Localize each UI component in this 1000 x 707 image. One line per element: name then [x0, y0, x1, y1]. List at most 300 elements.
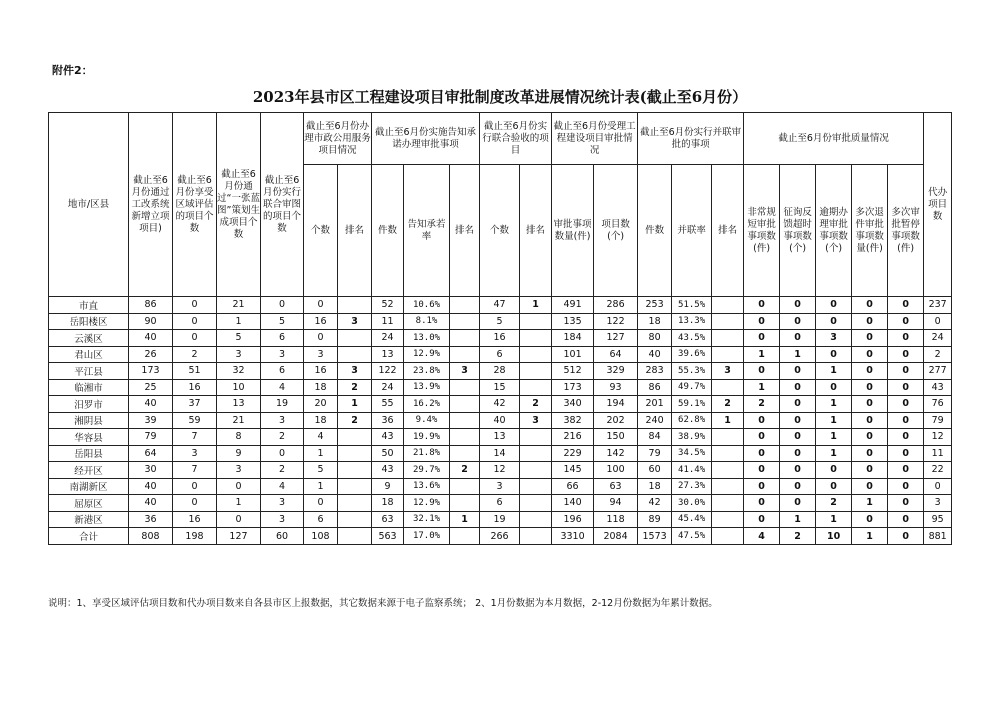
table-row	[49, 346, 952, 363]
cell-m-rank: 3	[338, 363, 372, 380]
cell-p-items: 240	[638, 412, 672, 429]
cell-a-rank	[520, 346, 552, 363]
table-total-row	[49, 528, 952, 545]
cell-a-count: 42	[480, 396, 520, 413]
cell-n-items: 36	[372, 412, 404, 429]
table-row	[49, 511, 952, 528]
cell-n-items: 63	[372, 511, 404, 528]
cell-n-items: 43	[372, 429, 404, 446]
cell-p-items: 253	[638, 297, 672, 314]
cell-a-rank: 3	[520, 412, 552, 429]
cell-q1: 2	[744, 396, 780, 413]
cell-p-rank: 1	[712, 412, 744, 429]
cell-m-rank: 3	[338, 313, 372, 330]
cell-r-items: 173	[552, 379, 594, 396]
cell-q5: 0	[888, 528, 924, 545]
cell-c1: 39	[129, 412, 173, 429]
cell-c2: 2	[173, 346, 217, 363]
cell-q2: 0	[780, 445, 816, 462]
cell-a-count: 5	[480, 313, 520, 330]
cell-a-count: 6	[480, 495, 520, 512]
cell-q1: 0	[744, 478, 780, 495]
cell-c2: 0	[173, 297, 217, 314]
table-row	[49, 396, 952, 413]
cell-q3: 1	[816, 445, 852, 462]
header-parallel-rank: 排名	[712, 165, 744, 297]
cell-n-items: 24	[372, 330, 404, 347]
cell-a-count: 47	[480, 297, 520, 314]
cell-a-count: 6	[480, 346, 520, 363]
cell-district: 云溪区	[49, 330, 129, 347]
cell-r-items: 216	[552, 429, 594, 446]
cell-q1: 0	[744, 462, 780, 479]
cell-q4: 1	[852, 495, 888, 512]
cell-c4: 60	[261, 528, 304, 545]
cell-c4: 3	[261, 346, 304, 363]
cell-n-rate: 21.8%	[404, 445, 450, 462]
cell-n-rank	[450, 495, 480, 512]
cell-q1: 0	[744, 330, 780, 347]
cell-q4: 0	[852, 462, 888, 479]
cell-q3: 1	[816, 429, 852, 446]
cell-c2: 0	[173, 313, 217, 330]
cell-q4: 0	[852, 313, 888, 330]
cell-c4: 0	[261, 297, 304, 314]
cell-c2: 7	[173, 429, 217, 446]
cell-n-rank	[450, 346, 480, 363]
cell-n-rate: 12.9%	[404, 346, 450, 363]
cell-agency: 881	[924, 528, 952, 545]
cell-p-items: 1573	[638, 528, 672, 545]
cell-n-rank: 2	[450, 462, 480, 479]
cell-c1: 40	[129, 495, 173, 512]
cell-q5: 0	[888, 445, 924, 462]
cell-p-rate: 51.5%	[672, 297, 712, 314]
cell-c2: 0	[173, 495, 217, 512]
cell-q3: 10	[816, 528, 852, 545]
cell-q5: 0	[888, 412, 924, 429]
cell-q5: 0	[888, 346, 924, 363]
cell-q2: 2	[780, 528, 816, 545]
cell-c3: 5	[217, 330, 261, 347]
cell-m-rank	[338, 346, 372, 363]
cell-a-rank	[520, 462, 552, 479]
cell-n-rank	[450, 445, 480, 462]
cell-c3: 3	[217, 346, 261, 363]
cell-p-rate: 34.5%	[672, 445, 712, 462]
cell-r-items: 382	[552, 412, 594, 429]
cell-n-items: 55	[372, 396, 404, 413]
header-q-returned: 多次退件审批事项数量(件)	[852, 165, 888, 297]
cell-agency: 2	[924, 346, 952, 363]
cell-p-rank	[712, 297, 744, 314]
cell-n-rate: 32.1%	[404, 511, 450, 528]
cell-q2: 0	[780, 379, 816, 396]
cell-r-items: 512	[552, 363, 594, 380]
cell-n-rank	[450, 396, 480, 413]
cell-q1: 0	[744, 495, 780, 512]
cell-district: 君山区	[49, 346, 129, 363]
cell-r-items: 196	[552, 511, 594, 528]
cell-c1: 26	[129, 346, 173, 363]
cell-m-rank: 2	[338, 412, 372, 429]
cell-r-projects: 202	[594, 412, 638, 429]
cell-p-rate: 41.4%	[672, 462, 712, 479]
cell-q4: 0	[852, 363, 888, 380]
cell-m-count: 0	[304, 330, 338, 347]
cell-q2: 0	[780, 330, 816, 347]
header-accepted-group: 截止至6月份受理工程建设项目审批情况	[552, 113, 638, 165]
header-project-count: 项目数(个)	[594, 165, 638, 297]
cell-c3: 13	[217, 396, 261, 413]
cell-n-rate: 12.9%	[404, 495, 450, 512]
cell-q3: 1	[816, 396, 852, 413]
cell-c4: 2	[261, 462, 304, 479]
table-row	[49, 412, 952, 429]
cell-p-items: 79	[638, 445, 672, 462]
cell-agency: 0	[924, 313, 952, 330]
page-title: 2023年县市区工程建设项目审批制度改革进展情况统计表(截止至6月份）	[252, 88, 748, 106]
cell-p-rank	[712, 346, 744, 363]
cell-a-count: 12	[480, 462, 520, 479]
cell-q2: 0	[780, 297, 816, 314]
statistics-table	[48, 112, 952, 545]
cell-q3: 1	[816, 412, 852, 429]
cell-q1: 4	[744, 528, 780, 545]
cell-agency: 11	[924, 445, 952, 462]
cell-q3: 1	[816, 511, 852, 528]
cell-p-items: 42	[638, 495, 672, 512]
cell-q2: 0	[780, 429, 816, 446]
cell-q3: 1	[816, 363, 852, 380]
cell-m-count: 18	[304, 412, 338, 429]
cell-n-rate: 23.8%	[404, 363, 450, 380]
cell-m-count: 0	[304, 495, 338, 512]
cell-n-rank: 3	[450, 363, 480, 380]
cell-r-items: 229	[552, 445, 594, 462]
cell-n-items: 563	[372, 528, 404, 545]
header-municipal-count: 个数	[304, 165, 338, 297]
cell-q4: 1	[852, 528, 888, 545]
cell-a-rank	[520, 429, 552, 446]
cell-r-items: 135	[552, 313, 594, 330]
cell-q1: 0	[744, 412, 780, 429]
attachment-label: 附件2：	[52, 64, 93, 77]
cell-m-count: 20	[304, 396, 338, 413]
header-acceptance-group: 截止至6月份实行联合验收的项目	[480, 113, 552, 165]
cell-p-rank: 3	[712, 363, 744, 380]
cell-n-rate: 10.6%	[404, 297, 450, 314]
table-row	[49, 429, 952, 446]
cell-m-rank	[338, 462, 372, 479]
cell-n-rank	[450, 297, 480, 314]
cell-q1: 0	[744, 511, 780, 528]
cell-r-projects: 127	[594, 330, 638, 347]
header-notify-rank: 排名	[450, 165, 480, 297]
cell-c1: 90	[129, 313, 173, 330]
cell-c2: 3	[173, 445, 217, 462]
cell-r-projects: 63	[594, 478, 638, 495]
cell-m-rank	[338, 478, 372, 495]
header-quality-group: 截止至6月份审批质量情况	[744, 113, 924, 165]
cell-a-rank	[520, 330, 552, 347]
table-row	[49, 379, 952, 396]
cell-q5: 0	[888, 462, 924, 479]
cell-c3: 8	[217, 429, 261, 446]
cell-p-items: 89	[638, 511, 672, 528]
cell-n-rate: 17.0%	[404, 528, 450, 545]
header-municipal-rank: 排名	[338, 165, 372, 297]
cell-p-rank	[712, 429, 744, 446]
cell-q4: 0	[852, 396, 888, 413]
cell-q4: 0	[852, 511, 888, 528]
cell-r-items: 66	[552, 478, 594, 495]
cell-p-rank	[712, 495, 744, 512]
header-district: 地市/区县	[49, 113, 129, 297]
cell-n-rate: 13.6%	[404, 478, 450, 495]
cell-m-count: 1	[304, 478, 338, 495]
cell-a-rank	[520, 495, 552, 512]
cell-c1: 808	[129, 528, 173, 545]
cell-p-rate: 30.0%	[672, 495, 712, 512]
cell-p-rank	[712, 528, 744, 545]
cell-a-count: 14	[480, 445, 520, 462]
cell-q4: 0	[852, 412, 888, 429]
cell-n-items: 11	[372, 313, 404, 330]
cell-m-rank	[338, 297, 372, 314]
cell-q5: 0	[888, 478, 924, 495]
cell-r-projects: 100	[594, 462, 638, 479]
cell-q2: 0	[780, 478, 816, 495]
cell-n-rank	[450, 412, 480, 429]
cell-p-rate: 38.9%	[672, 429, 712, 446]
cell-a-rank	[520, 511, 552, 528]
cell-m-count: 16	[304, 313, 338, 330]
cell-c1: 64	[129, 445, 173, 462]
cell-r-projects: 93	[594, 379, 638, 396]
cell-q5: 0	[888, 297, 924, 314]
table-row	[49, 478, 952, 495]
cell-c1: 40	[129, 396, 173, 413]
cell-m-rank	[338, 495, 372, 512]
cell-district: 合计	[49, 528, 129, 545]
cell-c1: 36	[129, 511, 173, 528]
cell-p-items: 283	[638, 363, 672, 380]
cell-q1: 0	[744, 297, 780, 314]
cell-p-items: 40	[638, 346, 672, 363]
cell-n-rate: 13.0%	[404, 330, 450, 347]
header-parallel-items: 件数	[638, 165, 672, 297]
cell-c3: 0	[217, 511, 261, 528]
cell-q4: 0	[852, 379, 888, 396]
cell-c2: 198	[173, 528, 217, 545]
cell-c3: 0	[217, 478, 261, 495]
header-notify-items: 件数	[372, 165, 404, 297]
cell-a-count: 19	[480, 511, 520, 528]
cell-c4: 19	[261, 396, 304, 413]
table-row	[49, 445, 952, 462]
cell-q2: 0	[780, 396, 816, 413]
footnote: 说明：1、享受区域评估项目数和代办项目数来自各县市区上报数据，其它数据来源于电子监察系统； 2、1月份数据为本月数据，2-12月份数据为年累计数据。	[48, 598, 718, 609]
cell-c1: 40	[129, 330, 173, 347]
cell-m-count: 5	[304, 462, 338, 479]
cell-a-rank	[520, 528, 552, 545]
cell-p-rank	[712, 478, 744, 495]
cell-c3: 21	[217, 412, 261, 429]
header-q-feedback: 征询反馈超时事项数(个)	[780, 165, 816, 297]
cell-p-rate: 39.6%	[672, 346, 712, 363]
cell-p-items: 18	[638, 478, 672, 495]
cell-p-rank	[712, 445, 744, 462]
cell-r-projects: 122	[594, 313, 638, 330]
cell-c2: 16	[173, 511, 217, 528]
cell-p-rate: 49.7%	[672, 379, 712, 396]
cell-a-rank: 2	[520, 396, 552, 413]
cell-a-rank	[520, 363, 552, 380]
cell-q5: 0	[888, 396, 924, 413]
cell-q3: 0	[816, 478, 852, 495]
table-row	[49, 495, 952, 512]
cell-c1: 30	[129, 462, 173, 479]
cell-p-rate: 13.3%	[672, 313, 712, 330]
cell-r-projects: 118	[594, 511, 638, 528]
cell-agency: 79	[924, 412, 952, 429]
cell-c3: 1	[217, 495, 261, 512]
cell-q4: 0	[852, 346, 888, 363]
table-row	[49, 330, 952, 347]
cell-p-items: 60	[638, 462, 672, 479]
cell-n-items: 43	[372, 462, 404, 479]
cell-q2: 1	[780, 511, 816, 528]
cell-q2: 0	[780, 462, 816, 479]
cell-agency: 22	[924, 462, 952, 479]
cell-agency: 277	[924, 363, 952, 380]
cell-n-rank	[450, 313, 480, 330]
cell-r-projects: 64	[594, 346, 638, 363]
cell-agency: 76	[924, 396, 952, 413]
cell-q3: 0	[816, 462, 852, 479]
cell-district: 临湘市	[49, 379, 129, 396]
cell-m-rank	[338, 330, 372, 347]
cell-r-projects: 286	[594, 297, 638, 314]
cell-c4: 4	[261, 478, 304, 495]
cell-q5: 0	[888, 511, 924, 528]
cell-agency: 95	[924, 511, 952, 528]
cell-p-rank	[712, 462, 744, 479]
cell-r-projects: 94	[594, 495, 638, 512]
cell-q2: 1	[780, 346, 816, 363]
cell-p-rank	[712, 313, 744, 330]
cell-c4: 3	[261, 412, 304, 429]
cell-n-rank: 1	[450, 511, 480, 528]
header-acceptance-rank: 排名	[520, 165, 552, 297]
header-new-projects: 截止至6月份通过工改系统新增立项项目)	[129, 113, 173, 297]
cell-p-items: 86	[638, 379, 672, 396]
cell-c2: 16	[173, 379, 217, 396]
header-blueprint: 截止至6月份通过“一张蓝图”策划生成项目个数	[217, 113, 261, 297]
header-municipal-group: 截止至6月份办理市政公用服务项目情况	[304, 113, 372, 165]
cell-n-items: 13	[372, 346, 404, 363]
cell-q4: 0	[852, 297, 888, 314]
cell-a-rank: 1	[520, 297, 552, 314]
cell-a-count: 15	[480, 379, 520, 396]
cell-r-items: 340	[552, 396, 594, 413]
cell-c4: 0	[261, 445, 304, 462]
cell-q2: 0	[780, 313, 816, 330]
cell-p-rank	[712, 330, 744, 347]
cell-agency: 237	[924, 297, 952, 314]
header-q-suspended: 多次审批暂停事项数(件)	[888, 165, 924, 297]
cell-q1: 0	[744, 429, 780, 446]
cell-p-rate: 27.3%	[672, 478, 712, 495]
cell-q3: 0	[816, 379, 852, 396]
header-notify-group: 截止至6月份实施告知承诺办理审批事项	[372, 113, 480, 165]
cell-m-count: 108	[304, 528, 338, 545]
cell-q4: 0	[852, 445, 888, 462]
header-regional-eval: 截止至6月份享受区域评估的项目个数	[173, 113, 217, 297]
cell-r-projects: 142	[594, 445, 638, 462]
cell-m-count: 16	[304, 363, 338, 380]
cell-p-rate: 62.8%	[672, 412, 712, 429]
cell-q1: 0	[744, 445, 780, 462]
cell-q3: 0	[816, 313, 852, 330]
cell-c1: 25	[129, 379, 173, 396]
header-notify-rate: 告知承若率	[404, 165, 450, 297]
cell-p-rate: 43.5%	[672, 330, 712, 347]
cell-c3: 3	[217, 462, 261, 479]
cell-c4: 6	[261, 363, 304, 380]
cell-p-rate: 47.5%	[672, 528, 712, 545]
cell-n-rank	[450, 330, 480, 347]
cell-q2: 0	[780, 412, 816, 429]
cell-n-items: 122	[372, 363, 404, 380]
cell-q2: 0	[780, 363, 816, 380]
table-row	[49, 313, 952, 330]
cell-c2: 7	[173, 462, 217, 479]
cell-m-rank	[338, 429, 372, 446]
cell-q5: 0	[888, 330, 924, 347]
cell-m-rank	[338, 445, 372, 462]
cell-a-rank	[520, 445, 552, 462]
cell-n-rate: 8.1%	[404, 313, 450, 330]
cell-m-rank	[338, 511, 372, 528]
cell-q3: 0	[816, 297, 852, 314]
cell-a-count: 40	[480, 412, 520, 429]
header-joint-review: 截止至6月份实行联合审图的项目个数	[261, 113, 304, 297]
cell-q4: 0	[852, 478, 888, 495]
cell-m-rank	[338, 528, 372, 545]
cell-n-items: 50	[372, 445, 404, 462]
cell-r-items: 140	[552, 495, 594, 512]
cell-q5: 0	[888, 363, 924, 380]
cell-c4: 3	[261, 511, 304, 528]
cell-r-items: 491	[552, 297, 594, 314]
table-row	[49, 297, 952, 314]
cell-p-items: 80	[638, 330, 672, 347]
cell-q2: 0	[780, 495, 816, 512]
cell-district: 华容县	[49, 429, 129, 446]
cell-n-rate: 16.2%	[404, 396, 450, 413]
cell-agency: 3	[924, 495, 952, 512]
cell-c1: 79	[129, 429, 173, 446]
cell-n-rate: 13.9%	[404, 379, 450, 396]
cell-q5: 0	[888, 313, 924, 330]
cell-r-projects: 150	[594, 429, 638, 446]
cell-p-items: 84	[638, 429, 672, 446]
cell-n-rank	[450, 429, 480, 446]
cell-district: 市直	[49, 297, 129, 314]
cell-district: 南湖新区	[49, 478, 129, 495]
